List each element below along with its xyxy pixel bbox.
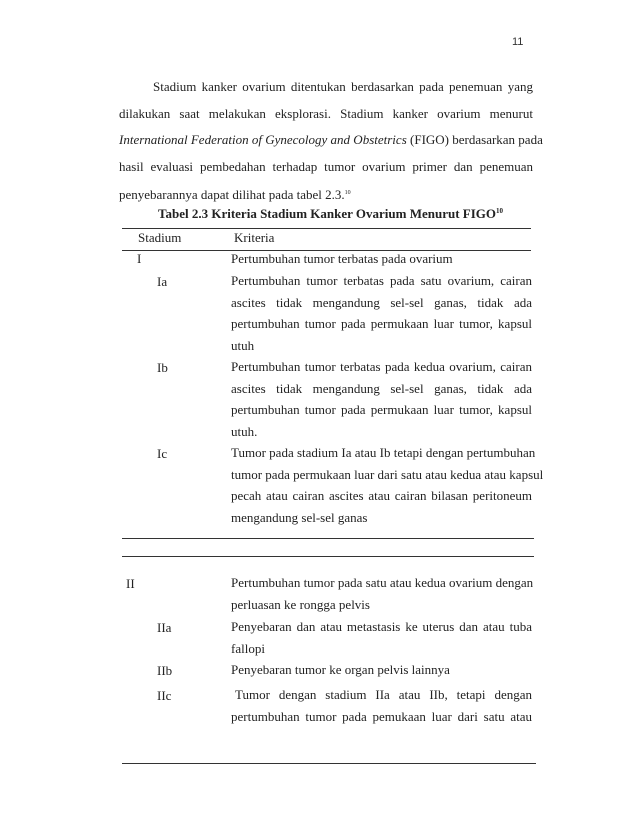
table-row-criteria <box>231 270 532 356</box>
criteria-line: ascites tidak mengandung sel-sel ganas, tidak ada <box>231 380 532 396</box>
paragraph-line: dilakukan saat melakukan eksplorasi. Stadium kanker ovarium menurut <box>119 105 533 121</box>
table-row-stage: Ib <box>157 360 168 375</box>
criteria-line: Pertumbuhan tumor pada satu atau kedua ovarium dengan <box>231 575 534 590</box>
table-row-criteria <box>231 442 544 528</box>
table-section-rule <box>122 556 534 557</box>
criteria-line: utuh <box>231 337 255 353</box>
criteria-line: Pertumbuhan tumor terbatas pada satu ovarium, cairan <box>231 273 532 288</box>
criteria-line: perluasan ke rongga pelvis <box>231 596 370 612</box>
organization-name: International Federation of Gynecology and Obstetrics <box>119 132 407 147</box>
criteria-line: ascites tidak mengandung sel-sel ganas, tidak ada <box>231 294 532 310</box>
criteria-line: Tumor dengan stadium IIa atau IIb, tetapi dengan <box>235 687 532 702</box>
intro-paragraph <box>119 74 543 207</box>
caption-text: Tabel 2.3 Kriteria Stadium Kanker Ovarium Menurut FIGO <box>158 206 497 221</box>
table-row-criteria <box>231 248 532 270</box>
table-row-stage: IIc <box>157 688 172 703</box>
criteria-line: Pertumbuhan tumor terbatas pada kedua ovarium, cairan <box>231 359 532 374</box>
table-section-rule <box>122 538 534 539</box>
table-row-criteria <box>231 684 532 727</box>
table-top-rule <box>122 228 531 229</box>
paragraph-line: hasil evaluasi pembedahan terhadap tumor ovarium primer dan penemuan <box>119 158 533 174</box>
citation-ref: 10 <box>344 190 351 196</box>
criteria-line: utuh. <box>231 423 258 439</box>
caption-citation: 10 <box>496 207 504 215</box>
table-row-criteria <box>231 616 532 659</box>
table-row-criteria <box>231 572 532 615</box>
table-row-stage: IIa <box>157 620 172 635</box>
table-bottom-rule <box>122 763 536 764</box>
table-row-stage: Ia <box>157 274 168 289</box>
table-row-stage: Ic <box>157 446 168 461</box>
criteria-line: pertumbuhan tumor pada permukaan luar tumor, kapsul <box>231 402 532 417</box>
table-row-stage: II <box>126 576 135 591</box>
criteria-line: pertumbuhan tumor pada pemukaan luar dari satu atau <box>231 708 532 724</box>
criteria-line: Pertumbuhan tumor terbatas pada ovarium <box>231 251 453 266</box>
table-row-criteria <box>231 659 532 681</box>
paragraph-text: (FIGO) berdasarkan pada <box>410 132 543 147</box>
criteria-line: Penyebaran tumor ke organ pelvis lainnya <box>231 662 450 677</box>
criteria-line: tumor pada permukaan luar dari satu atau kedua atau kapsul <box>231 466 544 482</box>
paragraph-line <box>119 180 533 207</box>
paragraph-text: penyebarannya dapat dilihat pada tabel 2.3. <box>119 187 345 202</box>
header-stadium: Stadium <box>138 230 182 245</box>
table-row-stage: IIb <box>157 663 173 678</box>
criteria-line: fallopi <box>231 640 265 656</box>
criteria-line: pertumbuhan tumor pada permukaan luar tumor, kapsul <box>231 316 532 331</box>
criteria-line: Penyebaran dan atau metastasis ke uterus dan atau tuba <box>231 619 532 634</box>
table-row-criteria <box>231 356 532 442</box>
header-kriteria: Kriteria <box>234 230 275 245</box>
criteria-line: pecah atau cairan ascites atau cairan bilasan peritoneum <box>231 488 532 503</box>
page-number: 11 <box>512 36 524 48</box>
table-row-stage: I <box>137 251 142 266</box>
table-caption <box>158 206 503 222</box>
paragraph-line: Stadium kanker ovarium ditentukan berdasarkan pada penemuan yang <box>153 79 533 94</box>
criteria-line: Tumor pada stadium Ia atau Ib tetapi dengan pertumbuhan <box>231 445 536 460</box>
criteria-line: mengandung sel-sel ganas <box>231 509 368 525</box>
paragraph-line <box>119 127 543 154</box>
